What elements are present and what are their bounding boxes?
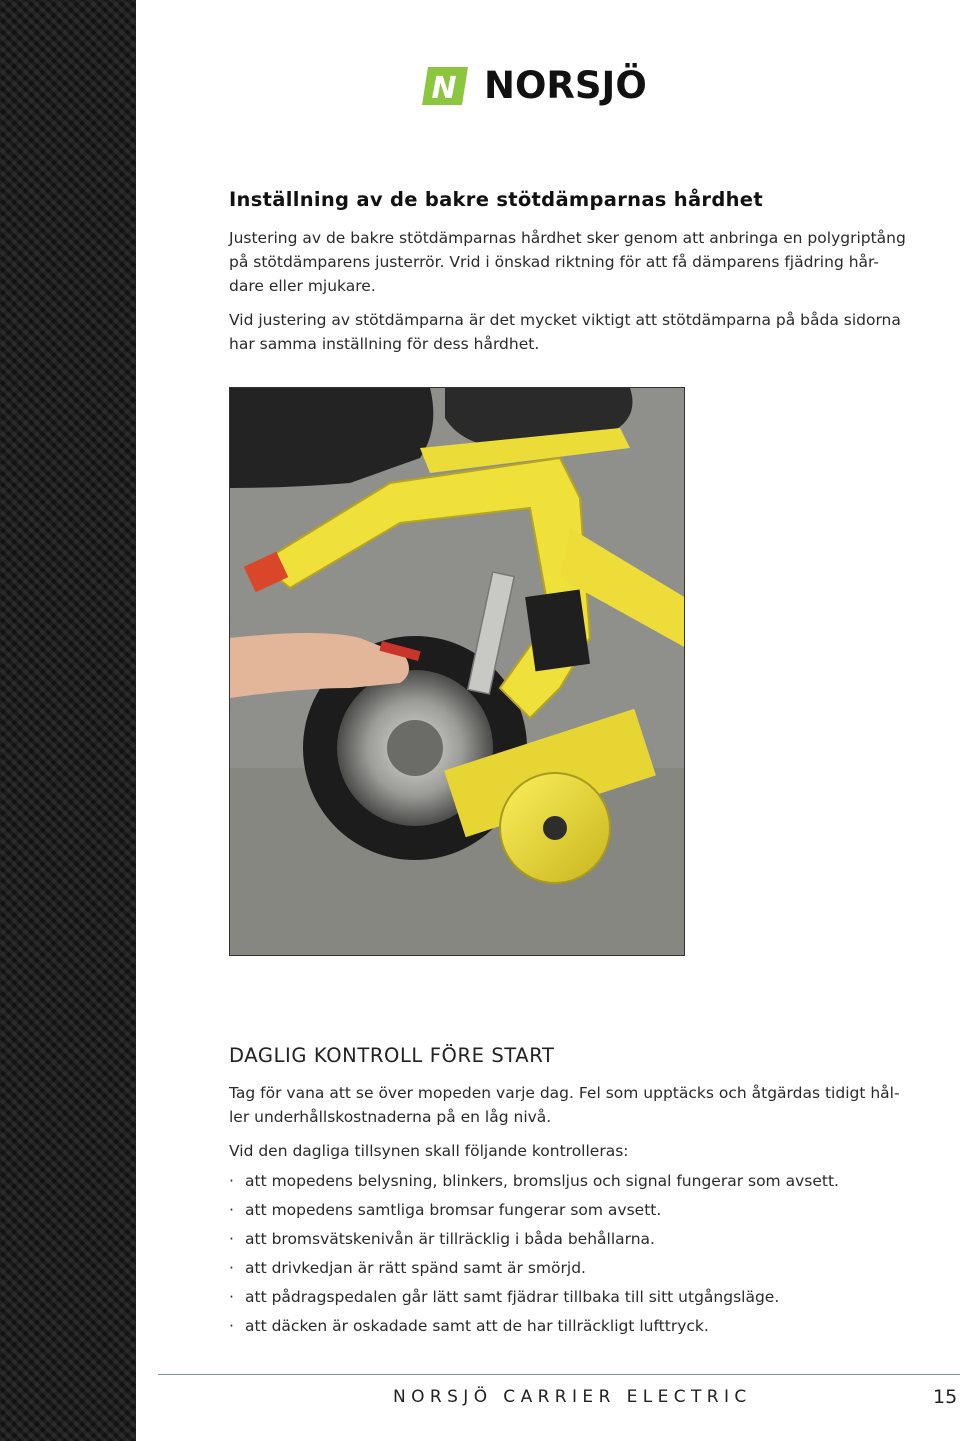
list-item-text: att pådragspedalen går lätt samt fjädrar tillbaka till sitt utgångsläge. [245, 1288, 780, 1306]
paragraph-line: har samma inställning för dess hårdhet. [229, 335, 540, 353]
svg-text:N: N [431, 71, 457, 105]
paragraph-line: dare eller mjukare. [229, 277, 376, 295]
list-item [229, 1225, 949, 1254]
list-item [229, 1167, 949, 1196]
list-item [229, 1254, 949, 1283]
list-item [229, 1312, 949, 1341]
norsjo-logo [422, 64, 647, 107]
carbon-fiber-side-strip [0, 0, 136, 1441]
list-item [229, 1283, 949, 1312]
footer-divider [158, 1374, 960, 1375]
section-title-daily-check: DAGLIG KONTROLL FÖRE START [229, 1044, 555, 1067]
section-title-shock-absorbers: Inställning av de bakre stötdämparnas hårdhet [229, 188, 763, 211]
list-item-text: att bromsvätskenivån är tillräcklig i båda behållarna. [245, 1230, 655, 1248]
bullet: · [229, 1230, 234, 1248]
checklist-intro: Vid den dagliga tillsynen skall följande kontrolleras: [229, 1142, 629, 1160]
list-item [229, 1196, 949, 1225]
paragraph-line: Justering av de bakre stötdämparnas hårdhet sker genom att anbringa en polygriptång [229, 229, 906, 247]
bullet: · [229, 1259, 234, 1277]
list-item-text: att däcken är oskadade samt att de har tillräckligt lufttryck. [245, 1317, 709, 1335]
page-number: 15 [933, 1386, 958, 1408]
bullet: · [229, 1172, 234, 1190]
list-item-text: att mopedens samtliga bromsar fungerar som avsett. [245, 1201, 662, 1219]
moped-rear-suspension-photo [229, 387, 685, 956]
norsjo-logo-mark [422, 67, 468, 105]
list-item-text: att mopedens belysning, blinkers, bromsljus och signal fungerar som avsett. [245, 1172, 839, 1190]
bullet: · [229, 1201, 234, 1219]
bullet: · [229, 1288, 234, 1306]
footer-title: NORSJÖ CARRIER ELECTRIC [393, 1387, 752, 1407]
daily-checklist [229, 1167, 949, 1341]
list-item-text: att drivkedjan är rätt spänd samt är smörjd. [245, 1259, 586, 1277]
paragraph-line: Tag för vana att se över mopeden varje dag. Fel som upptäcks och åtgärdas tidigt hål- [229, 1084, 900, 1102]
paragraph-line: på stötdämparens justerrör. Vrid i önskad riktning för att få dämparens fjädring hår- [229, 253, 880, 271]
paragraph-line: Vid justering av stötdämparna är det mycket viktigt att stötdämparna på båda sidorna [229, 311, 901, 329]
bullet: · [229, 1317, 234, 1335]
paragraph-line: ler underhållskostnaderna på en låg nivå. [229, 1108, 552, 1126]
brand-name: NORSJÖ [484, 64, 647, 107]
